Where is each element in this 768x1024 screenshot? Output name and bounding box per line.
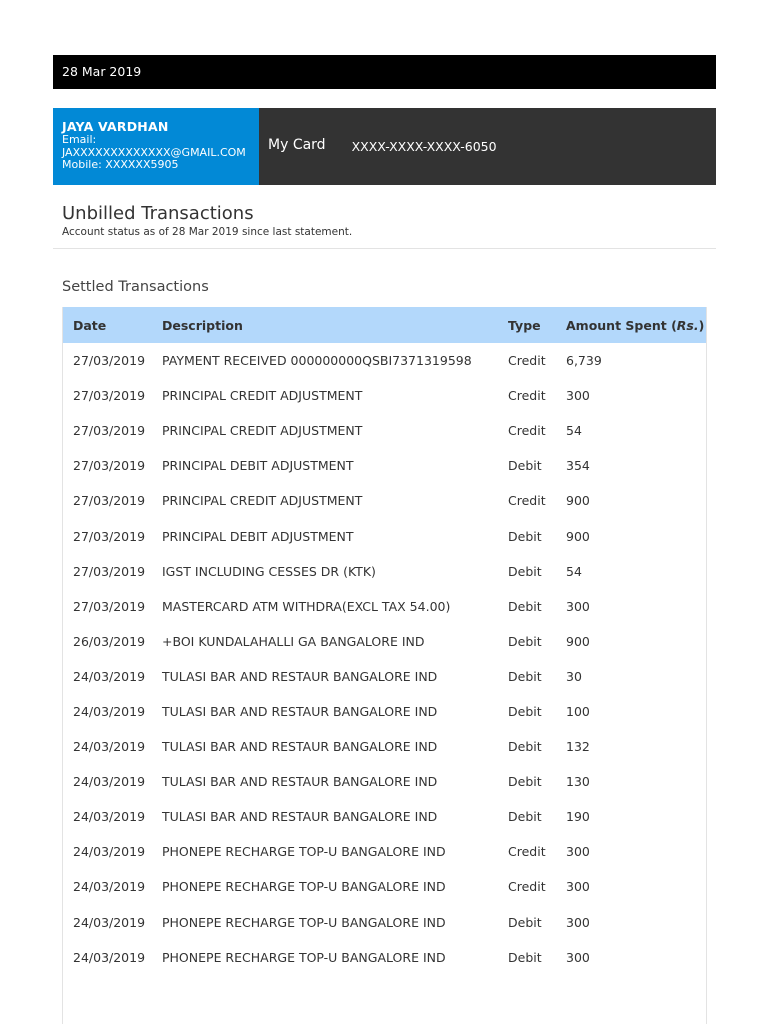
column-header-date: Date	[73, 317, 107, 333]
cell-date: 27/03/2019	[73, 353, 146, 369]
table-row	[63, 448, 706, 483]
page-subtitle: Account status as of 28 Mar 2019 since last statement.	[62, 226, 353, 238]
table-row	[63, 554, 706, 589]
user-panel	[53, 108, 259, 185]
cell-date: 24/03/2019	[73, 668, 146, 684]
cell-date: 24/03/2019	[73, 703, 146, 719]
cell-date: 24/03/2019	[73, 739, 146, 755]
table-row	[63, 905, 706, 940]
user-name: JAYA VARDHAN	[62, 119, 169, 134]
cell-amount: 130	[566, 774, 590, 790]
amount-header-text: Amount Spent (	[566, 317, 677, 333]
cell-type: Debit	[508, 914, 542, 930]
cell-amount: 354	[566, 458, 590, 474]
user-mobile: Mobile: XXXXXX5905	[62, 158, 179, 171]
page-title: Unbilled Transactions	[62, 203, 254, 224]
cell-description: TULASI BAR AND RESTAUR BANGALORE IND	[162, 809, 438, 825]
transactions-table-container	[62, 307, 707, 1024]
cell-description: +BOI KUNDALAHALLI GA BANGALORE IND	[162, 633, 425, 649]
cell-amount: 132	[566, 739, 590, 755]
cell-amount: 6,739	[566, 353, 602, 369]
card-label: My Card	[268, 137, 326, 153]
cell-amount: 300	[566, 844, 590, 860]
cell-type: Credit	[508, 353, 546, 369]
cell-type: Credit	[508, 493, 546, 509]
cell-amount: 900	[566, 528, 590, 544]
email-label: Email:	[62, 133, 97, 146]
cell-amount: 300	[566, 879, 590, 895]
unbilled-header	[53, 202, 716, 249]
cell-type: Debit	[508, 668, 542, 684]
table-row	[63, 869, 706, 904]
cell-date: 27/03/2019	[73, 388, 146, 404]
cell-description: PRINCIPAL CREDIT ADJUSTMENT	[162, 388, 363, 404]
cell-type: Debit	[508, 949, 542, 965]
table-header-row	[63, 307, 706, 343]
cell-amount: 300	[566, 388, 590, 404]
cell-description: PRINCIPAL CREDIT ADJUSTMENT	[162, 423, 363, 439]
statement-date-bar	[53, 55, 716, 89]
cell-type: Debit	[508, 598, 542, 614]
cell-description: MASTERCARD ATM WITHDRA(EXCL TAX 54.00)	[162, 598, 451, 614]
amount-header-unit: Rs.	[676, 317, 699, 333]
cell-description: PHONEPE RECHARGE TOP-U BANGALORE IND	[162, 879, 446, 895]
cell-description: TULASI BAR AND RESTAUR BANGALORE IND	[162, 739, 438, 755]
cell-type: Credit	[508, 844, 546, 860]
settled-section-title: Settled Transactions	[62, 279, 209, 295]
table-row	[63, 799, 706, 834]
table-row	[63, 483, 706, 518]
cell-date: 24/03/2019	[73, 809, 146, 825]
cell-type: Credit	[508, 879, 546, 895]
table-row	[63, 518, 706, 553]
cell-date: 24/03/2019	[73, 949, 146, 965]
cell-description: TULASI BAR AND RESTAUR BANGALORE IND	[162, 774, 438, 790]
card-panel	[259, 108, 497, 185]
column-header-amount	[556, 307, 706, 343]
cell-date: 27/03/2019	[73, 458, 146, 474]
table-row	[63, 834, 706, 869]
card-number: XXXX-XXXX-XXXX-6050	[351, 139, 497, 154]
transactions-body	[63, 343, 706, 975]
cell-date: 27/03/2019	[73, 423, 146, 439]
cell-description: IGST INCLUDING CESSES DR (KTK)	[162, 563, 376, 579]
statement-date: 28 Mar 2019	[62, 64, 142, 79]
cell-description: PHONEPE RECHARGE TOP-U BANGALORE IND	[162, 949, 446, 965]
cell-date: 24/03/2019	[73, 774, 146, 790]
cell-description: TULASI BAR AND RESTAUR BANGALORE IND	[162, 668, 438, 684]
cell-type: Debit	[508, 703, 542, 719]
cell-type: Debit	[508, 809, 542, 825]
cell-amount: 54	[566, 423, 582, 439]
cell-date: 26/03/2019	[73, 633, 146, 649]
cell-amount: 30	[566, 668, 582, 684]
cell-amount: 54	[566, 563, 582, 579]
column-header-type: Type	[508, 317, 541, 333]
cell-type: Credit	[508, 388, 546, 404]
table-row	[63, 413, 706, 448]
cell-amount: 900	[566, 493, 590, 509]
cell-type: Debit	[508, 739, 542, 755]
table-row	[63, 343, 706, 378]
table-row	[63, 694, 706, 729]
table-row	[63, 659, 706, 694]
cell-amount: 900	[566, 633, 590, 649]
cell-amount: 190	[566, 809, 590, 825]
cell-description: PRINCIPAL DEBIT ADJUSTMENT	[162, 458, 354, 474]
column-header-description: Description	[162, 317, 243, 333]
cell-description: PRINCIPAL CREDIT ADJUSTMENT	[162, 493, 363, 509]
cell-type: Debit	[508, 633, 542, 649]
cell-date: 24/03/2019	[73, 879, 146, 895]
cell-description: PAYMENT RECEIVED 000000000QSBI7371319598	[162, 353, 472, 369]
amount-header-close: )	[698, 317, 705, 333]
cell-amount: 300	[566, 598, 590, 614]
cell-amount: 100	[566, 703, 590, 719]
cell-description: PHONEPE RECHARGE TOP-U BANGALORE IND	[162, 844, 446, 860]
cell-date: 24/03/2019	[73, 844, 146, 860]
cell-type: Debit	[508, 774, 542, 790]
cell-amount: 300	[566, 949, 590, 965]
table-row	[63, 940, 706, 975]
user-email: JAXXXXXXXXXXXXX@GMAIL.COM	[62, 145, 246, 159]
cell-date: 24/03/2019	[73, 914, 146, 930]
cell-date: 27/03/2019	[73, 493, 146, 509]
table-row	[63, 729, 706, 764]
cell-description: PRINCIPAL DEBIT ADJUSTMENT	[162, 528, 354, 544]
table-row	[63, 764, 706, 799]
cell-amount: 300	[566, 914, 590, 930]
cell-description: TULASI BAR AND RESTAUR BANGALORE IND	[162, 703, 438, 719]
account-banner	[53, 108, 716, 185]
cell-type: Debit	[508, 528, 542, 544]
cell-type: Credit	[508, 423, 546, 439]
cell-description: PHONEPE RECHARGE TOP-U BANGALORE IND	[162, 914, 446, 930]
cell-type: Debit	[508, 563, 542, 579]
transactions-table	[63, 307, 706, 975]
table-row	[63, 589, 706, 624]
cell-date: 27/03/2019	[73, 563, 146, 579]
table-row	[63, 624, 706, 659]
cell-date: 27/03/2019	[73, 598, 146, 614]
table-row	[63, 378, 706, 413]
cell-date: 27/03/2019	[73, 528, 146, 544]
cell-type: Debit	[508, 458, 542, 474]
